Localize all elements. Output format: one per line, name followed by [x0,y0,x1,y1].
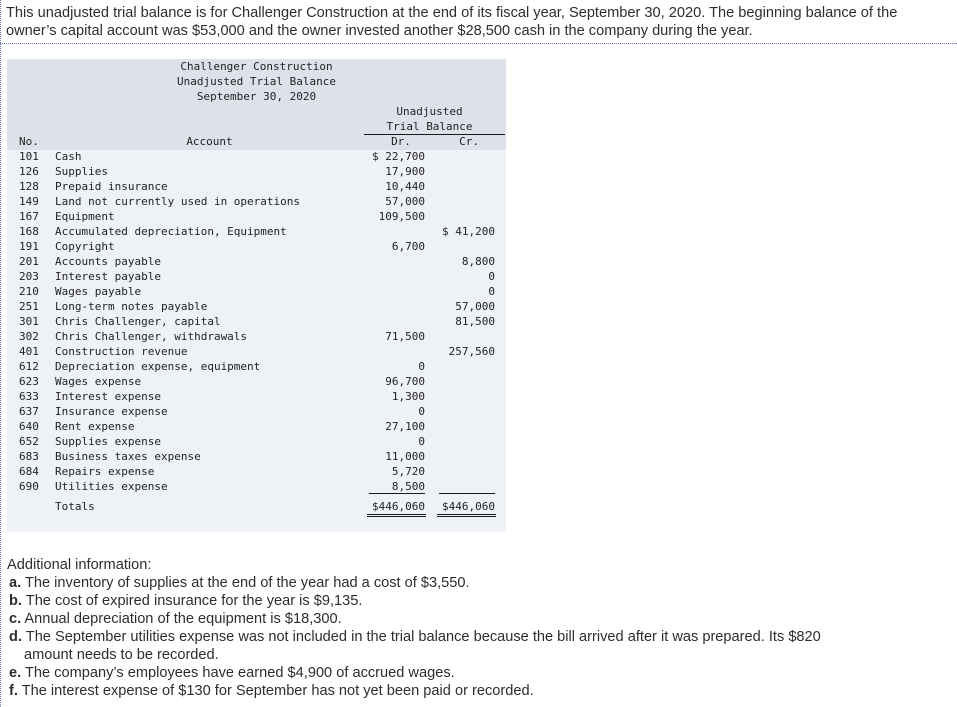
account-number: 301 [19,315,39,328]
totals-cr: $446,060 [442,500,495,513]
debit-amount: 109,500 [378,210,425,223]
credit-amount: 0 [488,285,495,298]
account-number: 168 [19,225,39,238]
totals-dr: $446,060 [372,500,425,513]
account-number: 684 [19,465,39,478]
debit-amount: 57,000 [385,195,425,208]
cr-subtotal-rule [439,493,495,494]
account-name: Equipment [55,210,115,223]
account-number: 203 [19,270,39,283]
debit-amount: 0 [418,405,425,418]
account-name: Chris Challenger, capital [55,315,221,328]
item-letter: b. [9,593,22,609]
account-name: Depreciation expense, equipment [55,360,261,373]
account-name: Land not currently used in operations [55,195,301,208]
account-name: Interest payable [55,270,161,283]
additional-information-title: Additional information: [7,557,152,573]
account-number: 101 [19,150,39,163]
column-header-no: No. [19,135,39,148]
debit-amount: 5,720 [391,465,425,478]
intro-separator [0,43,957,44]
account-number: 191 [19,240,39,253]
additional-info-item [9,628,909,664]
additional-info-item [9,592,909,610]
trial-balance-table [7,59,506,532]
account-name: Accumulated depreciation, Equipment [55,225,287,238]
account-name: Supplies [55,165,108,178]
credit-amount: 81,500 [455,315,495,328]
account-number: 149 [19,195,39,208]
account-name: Interest expense [55,390,161,403]
account-number: 612 [19,360,39,373]
debit-amount: 8,500 [391,480,425,493]
debit-amount: 0 [418,435,425,448]
account-number: 401 [19,345,39,358]
item-text: The company’s employees have earned $4,900 of accrued wages. [24,665,455,681]
account-number: 640 [19,420,39,433]
column-header-dr: Dr. [391,135,411,148]
debit-amount: 71,500 [385,330,425,343]
account-name: Wages payable [55,285,142,298]
item-text: The September utilities expense was not included in the trial balance because the bill arrived after it was prepared. Its $820 [25,629,821,645]
account-number: 302 [19,330,39,343]
debit-amount: 96,700 [385,375,425,388]
account-name: Utilities expense [55,480,168,493]
debit-amount: 1,300 [391,390,425,403]
account-number: 637 [19,405,39,418]
company-name: Challenger Construction [180,60,333,73]
dr-total-double-rule [367,514,426,517]
item-text: The interest expense of $130 for September has not yet been paid or recorded. [21,683,534,699]
account-number: 251 [19,300,39,313]
item-text: The inventory of supplies at the end of the year had a cost of $3,550. [24,575,470,591]
account-name: Repairs expense [55,465,155,478]
account-name: Construction revenue [55,345,188,358]
item-letter: d. [9,629,22,645]
item-letter: c. [9,611,22,627]
account-name: Wages expense [55,375,142,388]
account-number: 210 [19,285,39,298]
account-number: 623 [19,375,39,388]
additional-info-item [9,574,909,592]
debit-amount: 0 [418,360,425,373]
item-text: The cost of expired insurance for the year is $9,135. [25,593,363,609]
account-number: 690 [19,480,39,493]
account-number: 201 [19,255,39,268]
account-number: 633 [19,390,39,403]
column-header-cr: Cr. [459,135,479,148]
account-name: Supplies expense [55,435,161,448]
account-number: 167 [19,210,39,223]
credit-amount: 8,800 [461,255,495,268]
debit-amount: 27,100 [385,420,425,433]
item-text-continued: amount needs to be recorded. [24,647,219,663]
statement-date: September 30, 2020 [196,90,317,103]
credit-amount: $ 41,200 [442,225,495,238]
item-text: Annual depreciation of the equipment is $18,300. [24,611,342,627]
item-letter: f. [9,683,18,699]
additional-info-item [9,664,909,682]
totals-label: Totals [55,500,95,513]
account-name: Chris Challenger, withdrawals [55,330,248,343]
cr-total-double-rule [437,514,496,517]
account-name: Insurance expense [55,405,168,418]
account-number: 683 [19,450,39,463]
credit-amount: 57,000 [455,300,495,313]
column-group-label-line2: Trial Balance [386,120,473,133]
left-dotted-border [0,0,2,707]
item-letter: e. [9,665,22,681]
column-group-label-line1: Unadjusted [396,105,463,118]
debit-amount: 10,440 [385,180,425,193]
account-name: Rent expense [55,420,135,433]
problem-intro-text: This unadjusted trial balance is for Challenger Construction at the end of its fiscal year, September 30, 2020. The beginning balance of the owner’s capital account was $53,000 and the owner invested another $28,500 cash in the company during the year. [6,5,898,39]
debit-amount: 17,900 [385,165,425,178]
account-number: 652 [19,435,39,448]
item-letter: a. [9,575,22,591]
statement-title: Unadjusted Trial Balance [177,75,336,88]
account-name: Accounts payable [55,255,161,268]
credit-amount: 0 [488,270,495,283]
account-name: Business taxes expense [55,450,201,463]
additional-info-item [9,610,909,628]
column-header-account: Account [186,135,233,148]
account-number: 126 [19,165,39,178]
additional-info-item [9,682,909,700]
account-name: Cash [55,150,82,163]
account-name: Prepaid insurance [55,180,168,193]
debit-amount: 11,000 [385,450,425,463]
credit-amount: 257,560 [448,345,495,358]
account-name: Long-term notes payable [55,300,208,313]
debit-amount: $ 22,700 [372,150,425,163]
account-name: Copyright [55,240,115,253]
debit-amount: 6,700 [391,240,425,253]
dr-subtotal-rule [369,493,425,494]
account-number: 128 [19,180,39,193]
